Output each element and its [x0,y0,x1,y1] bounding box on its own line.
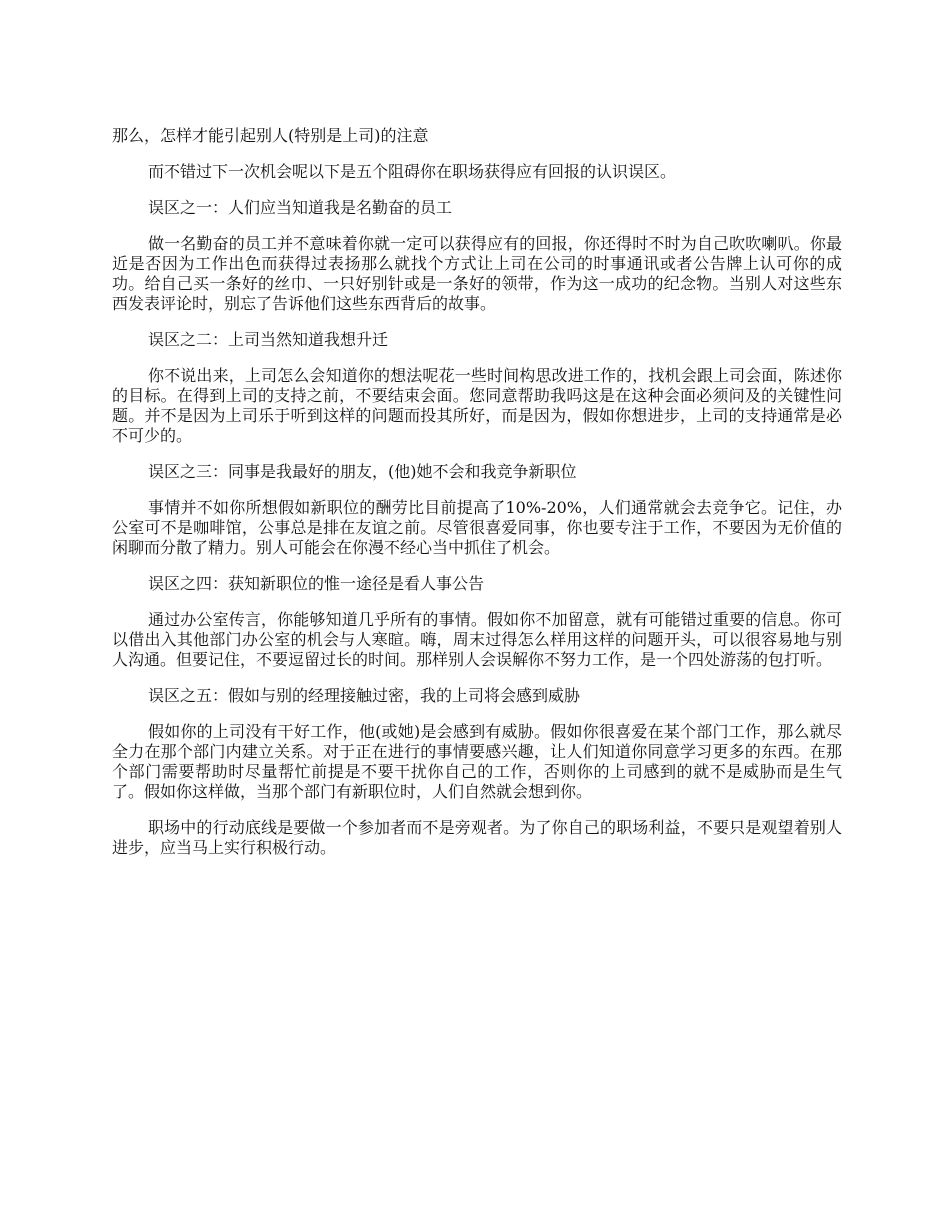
myth-2-body: 你不说出来，上司怎么会知道你的想法呢花一些时间构思改进工作的，找机会跟上司会面，陈述你的目标。在得到上司的支持之前，不要结束会面。您同意帮助我吗这是在这种会面必须问及的关键性问题。并不是因为上司乐于听到这样的问题而投其所好，而是因为，假如你想进步，上司的支持通常是必不可少的。 [112,366,842,445]
myth-4-body: 通过办公室传言，你能够知道几乎所有的事情。假如你不加留意，就有可能错过重要的信息。你可以借出入其他部门办公室的机会与人寒暄。嗨，周末过得怎么样用这样的问题开头，可以很容易地与别人沟通。但要记住，不要逗留过长的时间。那样别人会误解你不努力工作，是一个四处游荡的包打听。 [112,610,842,669]
intro-paragraph: 而不错过下一次机会呢以下是五个阻碍你在职场获得应有回报的认识误区。 [148,162,677,181]
myth-5-heading: 误区之五：假如与别的经理接触过密，我的上司将会感到威胁 [148,686,581,705]
myth-3-heading: 误区之三：同事是我最好的朋友，(他)她不会和我竞争新职位 [148,462,577,481]
myth-2-heading: 误区之二：上司当然知道我想升迁 [148,330,389,349]
conclusion-paragraph: 职场中的行动底线是要做一个参加者而不是旁观者。为了你自己的职场利益，不要只是观望着别人进步，应当马上实行积极行动。 [112,818,842,857]
myth-1-body: 做一名勤奋的员工并不意味着你就一定可以获得应有的回报，你还得时不时为自己吹吹喇叭。你最近是否因为工作出色而获得过表扬那么就找个方式让上司在公司的时事通讯或者公告牌上认可你的成功。给自己买一条好的丝巾、一只好别针或是一条好的领带，作为这一成功的纪念物。当别人对这些东西发表评论时，别忘了告诉他们这些东西背后的故事。 [112,234,842,313]
myth-3-body: 事情并不如你所想假如新职位的酬劳比目前提高了10%-20%，人们通常就会去竞争它。记住，办公室可不是咖啡馆，公事总是排在友谊之前。尽管很喜爱同事，你也要专注于工作，不要因为无价值的闲聊而分散了精力。别人可能会在你漫不经心当中抓住了机会。 [112,498,842,557]
myth-1-heading: 误区之一：人们应当知道我是名勤奋的员工 [148,198,453,217]
intro-line: 那么，怎样才能引起别人(特别是上司)的注意 [112,126,429,145]
document-page [112,126,842,874]
myth-4-heading: 误区之四：获知新职位的惟一途径是看人事公告 [148,574,485,593]
myth-5-body: 假如你的上司没有干好工作，他(或她)是会感到有威胁。假如你很喜爱在某个部门工作，那么就尽全力在那个部门内建立关系。对于正在进行的事情要感兴趣，让人们知道你同意学习更多的东西。在那个部门需要帮助时尽量帮忙前提是不要干扰你自己的工作，否则你的上司感到的就不是威胁而是生气了。假如你这样做，当那个部门有新职位时，人们自然就会想到你。 [112,722,842,801]
